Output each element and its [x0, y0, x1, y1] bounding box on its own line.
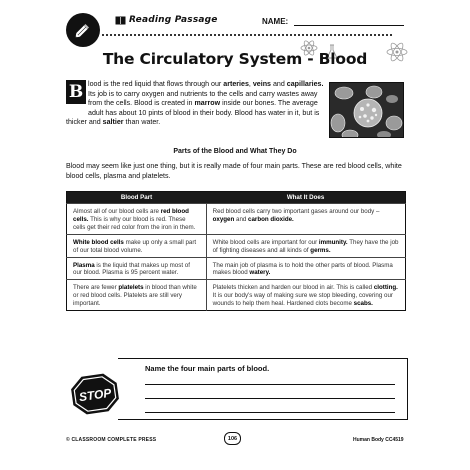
book-code: Human Body CC4519 — [353, 437, 404, 443]
table-row — [67, 204, 406, 235]
table-header-row — [67, 192, 406, 204]
table-row — [67, 280, 406, 311]
function-cell: Red blood cells carry two important gases around our body – oxygen and carbon dioxide. — [206, 204, 405, 235]
section-heading: Parts of the Blood and What They Do — [173, 148, 297, 155]
intro-paragraph: lood is the red liquid that flows through our arteries, veins and capillaries. Its job is to carry oxygen and nutrients to the cells and carry wastes away from the cells. Blood is created in marrow inside our bones. The average adult has about 10 pints of blood in their body. Blood has water in it, but is thicker and saltier than water. — [66, 80, 324, 127]
answer-line[interactable] — [145, 384, 395, 385]
publisher-credit: © CLASSROOM COMPLETE PRESS — [66, 437, 157, 443]
reading-passage-badge — [112, 15, 221, 25]
drop-cap: B — [66, 80, 86, 104]
blood-parts-table — [66, 191, 406, 311]
lead-paragraph: Blood may seem like just one thing, but it is really made of four main parts. These are red blood cells, white blood cells, plasma and platelets. — [66, 162, 402, 180]
reading-passage-label: Reading Passage — [129, 15, 218, 25]
header-dotted-line — [102, 34, 392, 36]
blood-cells-photo — [329, 82, 404, 138]
blood-part-cell: White blood cells make up only a small part of our total blood volume. — [67, 234, 207, 257]
table-row — [67, 234, 406, 257]
column-header: Blood Part — [67, 192, 207, 204]
function-cell: Platelets thicken and harden our blood in air. This is called clotting. It is our body's way of making sure we stop bleeding, covering our wounds to help them heal. Hardened clots become scabs. — [206, 280, 405, 311]
question-text: Name the four main parts of blood. — [145, 364, 270, 373]
name-field-line[interactable] — [294, 25, 404, 26]
pencil-badge-icon — [66, 13, 100, 47]
function-cell: White blood cells are important for our immunity. They have the job of fighting diseases and all kinds of germs. — [206, 234, 405, 257]
answer-line[interactable] — [145, 412, 395, 413]
blood-part-cell: There are fewer platelets in blood than white or red blood cells. Platelets are still very important. — [67, 280, 207, 311]
answer-line[interactable] — [145, 398, 395, 399]
page-title: The Circulatory System - Blood — [102, 50, 368, 68]
table-row — [67, 257, 406, 280]
page-number: 106 — [224, 432, 241, 445]
blood-part-cell: Almost all of our blood cells are red blood cells. This is why our blood is red. These cells get their red color from the iron in them. — [67, 204, 207, 235]
name-label: NAME: — [262, 17, 289, 26]
column-header: What It Does — [206, 192, 405, 204]
stop-sign-icon — [68, 372, 122, 416]
blood-part-cell: Plasma is the liquid that makes up most of our blood. Plasma is 95 percent water. — [67, 257, 207, 280]
function-cell: The main job of plasma is to hold the other parts of blood. Plasma makes blood watery. — [206, 257, 405, 280]
stop-sign-text: STOP — [78, 385, 113, 405]
book-icon — [115, 16, 126, 25]
